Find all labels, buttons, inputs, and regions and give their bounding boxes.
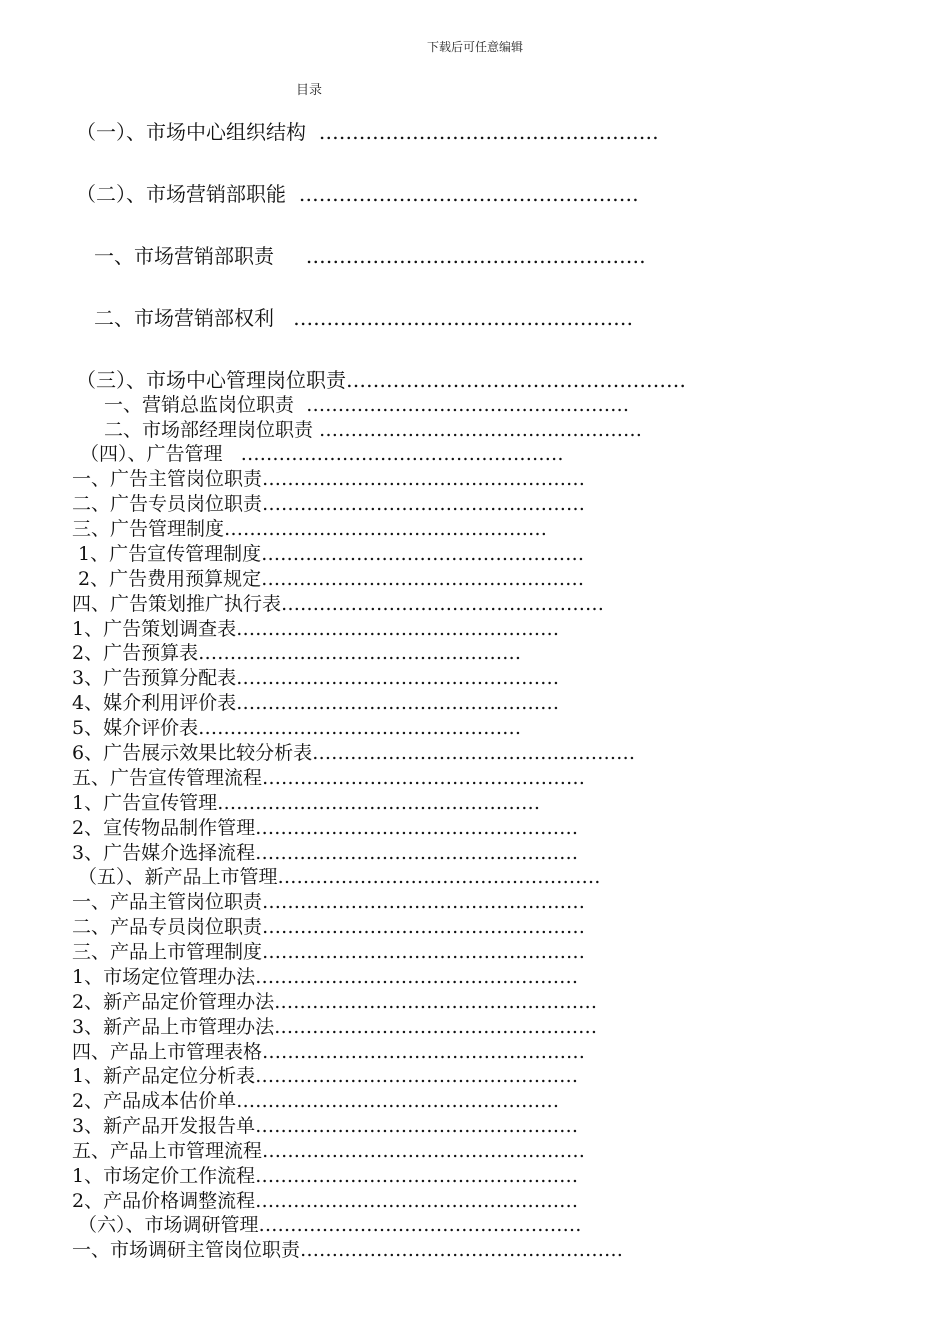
toc-label: 三、广告管理制度 <box>72 518 225 540</box>
toc-label: 四、广告策划推广执行表 <box>72 593 282 615</box>
toc-leader-dots: …………………………………………… <box>236 618 560 640</box>
toc-leader-dots: …………………………………………… <box>240 443 564 465</box>
toc-leader-dots: …………………………………………… <box>262 916 586 938</box>
toc-leader-dots: …………………………………………… <box>236 1090 560 1112</box>
toc-leader-dots: …………………………………………… <box>262 941 586 963</box>
toc-entry[interactable] <box>72 1064 732 1088</box>
toc-label: 五、广告宣传管理流程 <box>72 767 263 789</box>
toc-leader-dots: …………………………………………… <box>274 1016 598 1038</box>
toc-label: 1、市场定位管理办法 <box>72 966 256 988</box>
toc-label: 1、广告宣传管理制度 <box>72 543 262 565</box>
toc-entry[interactable] <box>72 990 754 1014</box>
toc-entry[interactable] <box>72 791 688 815</box>
toc-label: 一、市场调研主管岗位职责 <box>72 1239 301 1261</box>
toc-label: 一、广告主管岗位职责 <box>72 468 263 490</box>
toc-entry[interactable] <box>72 1139 744 1163</box>
toc-label: （四）、广告管理 <box>80 443 241 465</box>
toc-title: 目录 <box>296 83 323 98</box>
toc-label: 二、市场部经理岗位职责 <box>104 419 320 441</box>
toc-leader-dots: …………………………………………… <box>306 394 630 416</box>
toc-label: 6、广告展示效果比较分析表 <box>72 742 313 764</box>
toc-entry[interactable] <box>72 1238 788 1262</box>
toc-entry[interactable] <box>72 592 766 616</box>
toc-label: 1、市场定价工作流程 <box>72 1165 256 1187</box>
toc-entry[interactable] <box>76 120 808 144</box>
toc-entry[interactable] <box>72 1015 754 1039</box>
toc-label: 五、产品上市管理流程 <box>72 1140 263 1162</box>
toc-entry[interactable] <box>72 1089 710 1113</box>
toc-label: 二、产品专员岗位职责 <box>72 916 263 938</box>
toc-entry[interactable] <box>72 766 690 790</box>
toc-label: 5、媒介评价表 <box>72 717 199 739</box>
toc-leader-dots: …………………………………………… <box>277 866 601 888</box>
toc-leader-dots: …………………………………………… <box>346 368 686 392</box>
toc-label: 二、广告专员岗位职责 <box>72 493 263 515</box>
toc-entry[interactable] <box>72 1164 732 1188</box>
toc-leader-dots: …………………………………………… <box>255 966 579 988</box>
toc-leader-dots: …………………………………………… <box>305 244 646 268</box>
toc-entry[interactable] <box>72 691 710 715</box>
toc-leader-dots: …………………………………………… <box>300 1239 624 1261</box>
toc-label: 4、媒介利用评价表 <box>72 692 237 714</box>
toc-leader-dots: …………………………………………… <box>262 767 586 789</box>
toc-entry[interactable] <box>72 1114 688 1138</box>
toc-entry[interactable] <box>72 841 732 865</box>
toc-leader-dots: …………………………………………… <box>274 991 598 1013</box>
toc-label: （五）、新产品上市管理 <box>72 866 278 888</box>
toc-leader-dots: …………………………………………… <box>255 842 579 864</box>
toc-entry[interactable] <box>72 1213 744 1237</box>
toc-label: 一、产品主管岗位职责 <box>72 891 263 913</box>
toc-entry[interactable] <box>72 816 732 840</box>
toc-entry[interactable] <box>76 182 786 206</box>
toc-entry[interactable] <box>72 1040 744 1064</box>
toc-label: 2、新产品定价管理办法 <box>72 991 275 1013</box>
toc-label: 3、广告媒介选择流程 <box>72 842 256 864</box>
toc-label: 2、广告费用预算规定 <box>72 568 262 590</box>
toc-leader-dots: …………………………………………… <box>319 419 643 441</box>
toc-entry[interactable] <box>104 418 808 442</box>
toc-label: 2、产品成本估价单 <box>72 1090 237 1112</box>
toc-leader-dots: …………………………………………… <box>224 518 548 540</box>
toc-leader-dots: …………………………………………… <box>261 543 585 565</box>
toc-entry[interactable] <box>72 567 744 591</box>
toc-leader-dots: …………………………………………… <box>198 717 522 739</box>
toc-leader-dots: …………………………………………… <box>281 593 605 615</box>
toc-leader-dots: …………………………………………… <box>293 306 634 330</box>
toc-entry[interactable] <box>72 641 666 665</box>
toc-entry[interactable] <box>72 890 744 914</box>
toc-label: 二、市场营销部权利 <box>94 306 294 330</box>
toc-entry[interactable] <box>72 617 710 641</box>
toc-leader-dots: …………………………………………… <box>318 120 659 144</box>
toc-label: （二）、市场营销部职能 <box>76 182 299 206</box>
toc-label: 一、市场营销部职责 <box>94 244 306 268</box>
toc-leader-dots: …………………………………………… <box>198 642 522 664</box>
toc-label: 2、广告预算表 <box>72 642 199 664</box>
toc-leader-dots: …………………………………………… <box>262 1041 586 1063</box>
toc-entry[interactable] <box>72 716 666 740</box>
toc-leader-dots: …………………………………………… <box>236 692 560 714</box>
toc-entry[interactable] <box>94 244 786 268</box>
toc-leader-dots: …………………………………………… <box>262 468 586 490</box>
toc-entry[interactable] <box>76 368 836 392</box>
toc-entry[interactable] <box>72 965 732 989</box>
toc-label: （三）、市场中心管理岗位职责 <box>76 368 346 392</box>
toc-entry[interactable] <box>72 915 744 939</box>
toc-leader-dots: …………………………………………… <box>217 792 541 814</box>
toc-label: 1、新产品定位分析表 <box>72 1065 256 1087</box>
toc-entry[interactable] <box>72 865 766 889</box>
toc-entry[interactable] <box>104 393 798 417</box>
toc-leader-dots: …………………………………………… <box>312 742 636 764</box>
toc-entry[interactable] <box>72 517 698 541</box>
toc-leader-dots: …………………………………………… <box>262 1140 586 1162</box>
toc-entry[interactable] <box>72 1189 732 1213</box>
toc-label: 1、广告宣传管理 <box>72 792 218 814</box>
toc-entry[interactable] <box>72 542 744 566</box>
toc-label: 3、新产品上市管理办法 <box>72 1016 275 1038</box>
toc-leader-dots: …………………………………………… <box>261 568 585 590</box>
toc-entry[interactable] <box>80 442 732 466</box>
toc-entry[interactable] <box>72 741 800 765</box>
toc-leader-dots: …………………………………………… <box>255 1065 579 1087</box>
toc-leader-dots: …………………………………………… <box>262 891 586 913</box>
toc-leader-dots: …………………………………………… <box>255 1190 579 1212</box>
toc-leader-dots: …………………………………………… <box>298 182 639 206</box>
toc-label: 一、营销总监岗位职责 <box>104 394 307 416</box>
toc-label: 3、广告预算分配表 <box>72 667 237 689</box>
toc-leader-dots: …………………………………………… <box>262 493 586 515</box>
toc-label: 2、产品价格调整流程 <box>72 1190 256 1212</box>
toc-entry[interactable] <box>94 306 764 330</box>
header-note: 下载后可任意编辑 <box>426 40 523 54</box>
toc-leader-dots: …………………………………………… <box>255 1165 579 1187</box>
toc-entry[interactable] <box>72 940 744 964</box>
toc-leader-dots: …………………………………………… <box>255 817 579 839</box>
toc-label: （一）、市场中心组织结构 <box>76 120 319 144</box>
toc-entry[interactable] <box>72 467 744 491</box>
toc-label: 1、广告策划调查表 <box>72 618 237 640</box>
toc-entry[interactable] <box>72 666 710 690</box>
toc-entry[interactable] <box>72 492 744 516</box>
toc-label: 三、产品上市管理制度 <box>72 941 263 963</box>
toc-label: 3、新产品开发报告单 <box>72 1115 256 1137</box>
toc-leader-dots: …………………………………………… <box>236 667 560 689</box>
toc-label: 四、产品上市管理表格 <box>72 1041 263 1063</box>
toc-label: （六）、市场调研管理 <box>72 1214 259 1236</box>
toc-leader-dots: …………………………………………… <box>255 1115 579 1137</box>
toc-leader-dots: …………………………………………… <box>258 1214 582 1236</box>
toc-label: 2、宣传物品制作管理 <box>72 817 256 839</box>
